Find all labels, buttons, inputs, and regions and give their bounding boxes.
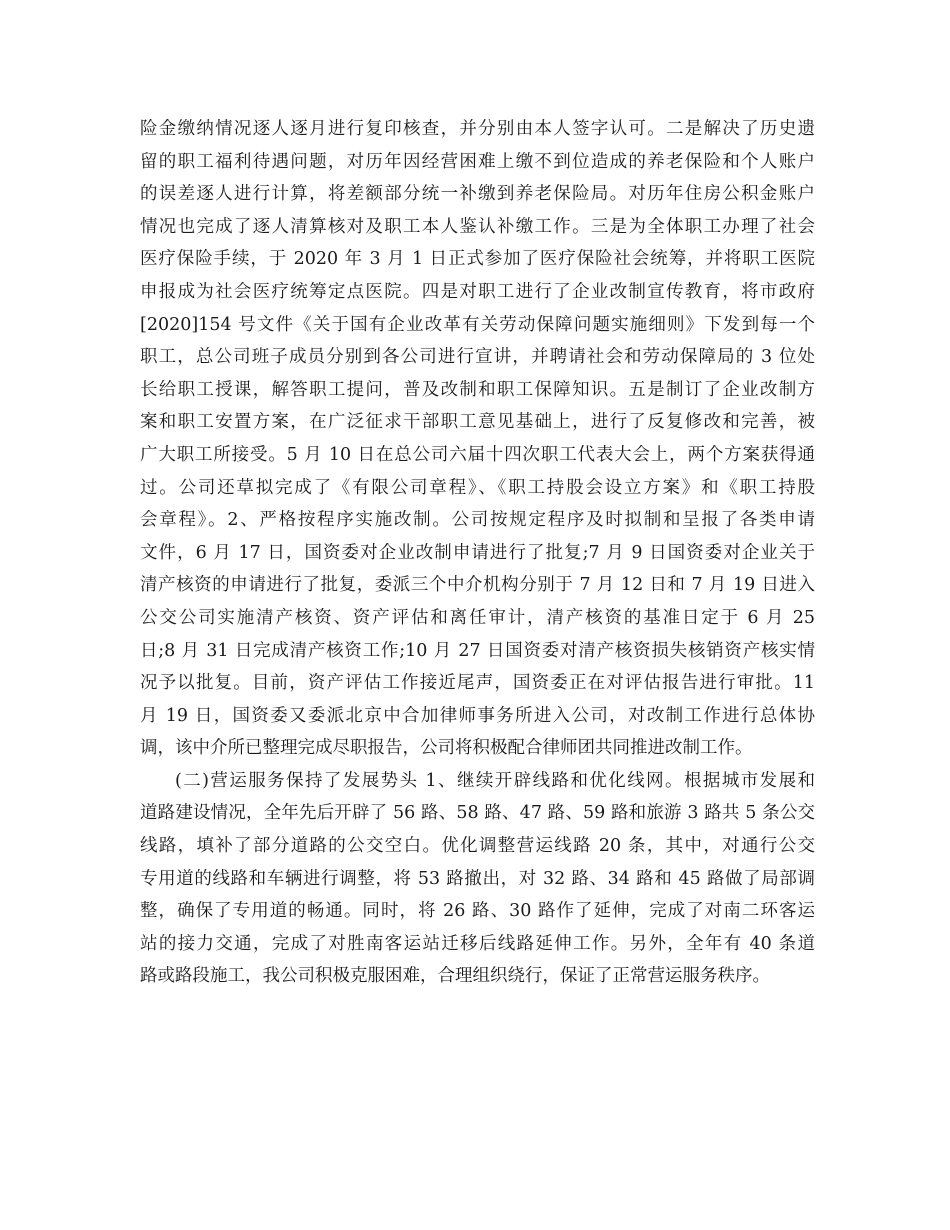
text-line: 案和职工安置方案，在广泛征求干部职工意见基础上，进行了反复修改和完善，被 [140, 412, 815, 433]
text-line: 公交公司实施清产核资、资产评估和离任审计，清产核资的基准日定于 6 月 25 [140, 607, 815, 628]
text-line: 站的接力交通，完成了对胜南客运站迁移后线路延伸工作。另外，全年有 40 条道 [140, 933, 815, 954]
text-line: 专用道的线路和车辆进行调整，将 53 路撤出，对 32 路、34 路和 45 路做了局部调 [140, 868, 815, 889]
text-line: 调，该中介所已整理完成尽职报告，公司将积极配合律师团共同推进改制工作。 [140, 738, 753, 759]
text-line: 线路，填补了部分道路的公交空白。优化调整营运线路 20 条，其中，对通行公交 [140, 836, 815, 857]
text-line: 情况也完成了逐人清算核对及职工本人鉴认补缴工作。三是为全体职工办理了社会 [140, 216, 815, 237]
text-line: 险金缴纳情况逐人逐月进行复印核查，并分别由本人签字认可。二是解决了历史遗 [140, 119, 815, 139]
text-line: 职工，总公司班子成员分别到各公司进行宣讲，并聘请社会和劳动保障局的 3 位处 [140, 347, 815, 368]
text-line: 广大职工所接受。5 月 10 日在总公司六届十四次职工代表大会上，两个方案获得通 [140, 444, 815, 465]
text-line: 整，确保了专用道的畅通。同时，将 26 路、30 路作了延伸，完成了对南二环客运 [140, 901, 815, 922]
text-line: 医疗保险手续，于 2020 年 3 月 1 日正式参加了医疗保险社会统筹，并将职工医院 [140, 249, 815, 270]
text-line: 道路建设情况，全年先后开辟了 56 路、58 路、47 路、59 路和旅游 3 路共 5 条公交 [140, 803, 815, 824]
text-line: 的误差逐人进行计算，将差额部分统一补缴到养老保险局。对历年住房公积金账户 [140, 184, 815, 205]
text-line: 文件，6 月 17 日，国资委对企业改制申请进行了批复;7 月 9 日国资委对企业关于 [140, 542, 815, 563]
text-line: 留的职工福利待遇问题，对历年因经营困难上缴不到位造成的养老保险和个人账户 [140, 151, 815, 172]
text-line: 过。公司还草拟完成了《有限公司章程》、《职工持股会设立方案》和《职工持股 [140, 477, 815, 498]
text-line: 清产核资的申请进行了批复，委派三个中介机构分别于 7 月 12 日和 7 月 19 日进入 [140, 575, 815, 596]
text-line: 月 19 日，国资委又委派北京中合加律师事务所进入公司，对改制工作进行总体协 [140, 705, 815, 726]
document-body [140, 113, 815, 993]
text-line: 日;8 月 31 日完成清产核资工作;10 月 27 日国资委对清产核资损失核销资产核实情 [140, 640, 815, 661]
text-line: 长给职工授课，解答职工提问，普及改制和职工保障知识。五是制订了企业改制方 [140, 379, 815, 400]
paragraph-operation-service [140, 765, 815, 993]
text-line: 申报成为社会医疗统筹定点医院。四是对职工进行了企业改制宣传教育，将市政府 [140, 281, 815, 302]
text-line: 会章程》。2、严格按程序实施改制。公司按规定程序及时拟制和呈报了各类申请 [140, 510, 815, 531]
text-line: (二)营运服务保持了发展势头 1、继续开辟线路和优化线网。根据城市发展和 [175, 770, 815, 791]
text-line: 路或路段施工，我公司积极克服困难，合理组织绕行，保证了正常营运服务秩序。 [140, 966, 770, 987]
text-line: 况予以批复。目前，资产评估工作接近尾声，国资委正在对评估报告进行审批。11 [140, 673, 815, 694]
text-line: [2020]154 号文件《关于国有企业改革有关劳动保障问题实施细则》下发到每一个 [140, 314, 815, 335]
paragraph-reform-progress [140, 113, 815, 765]
